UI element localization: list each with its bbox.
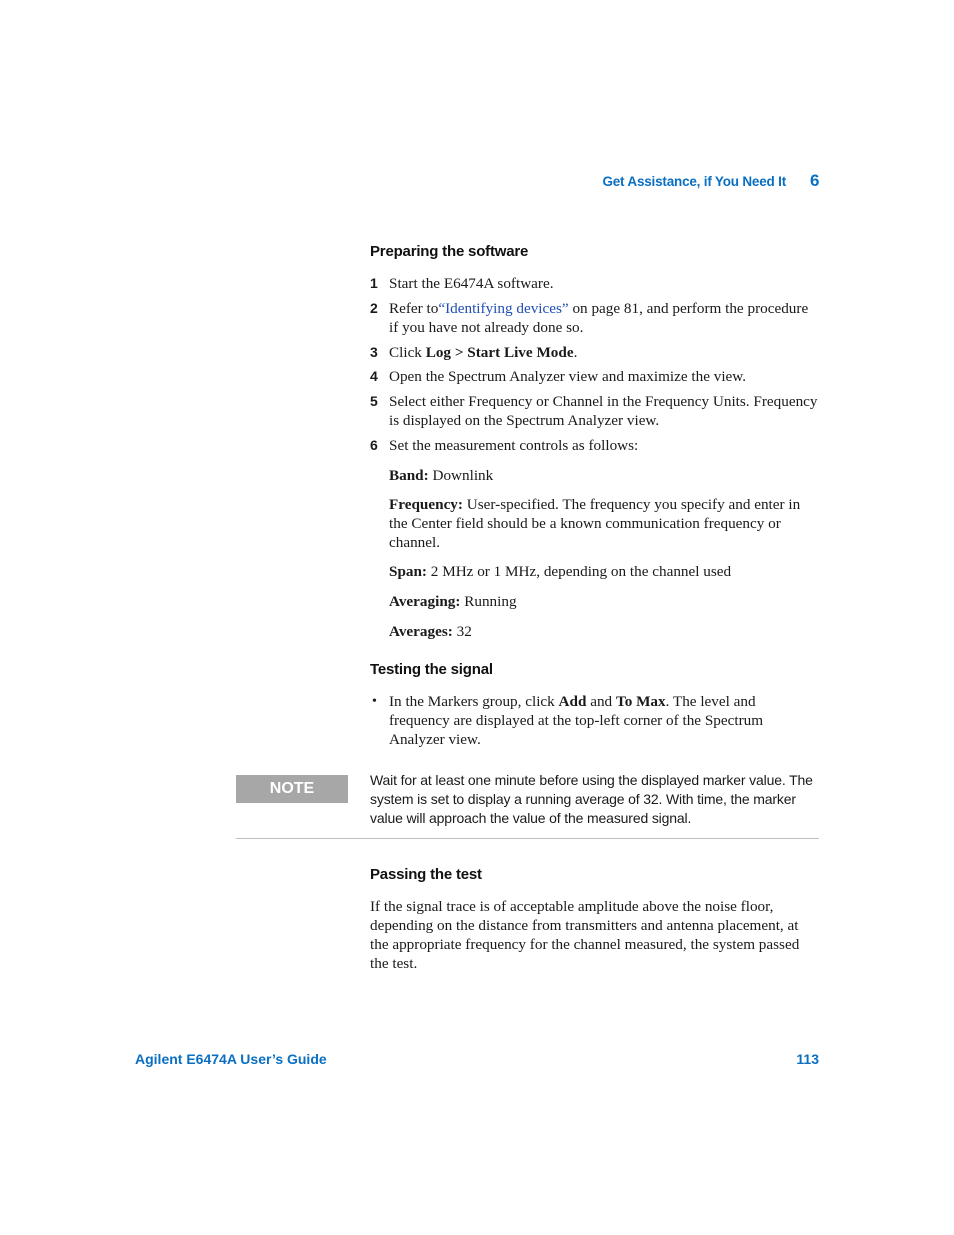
param-label: Averaging: — [389, 593, 461, 610]
step-number: 6 — [370, 437, 378, 453]
step-4 — [370, 367, 820, 386]
footer-guide-title: Agilent E6474A User’s Guide — [135, 1051, 327, 1067]
step-number: 5 — [370, 393, 378, 409]
step-text — [389, 343, 820, 362]
step-text: Open the Spectrum Analyzer view and maximize the view. — [389, 368, 747, 385]
bullet-text-post: . The level and frequency are displayed at the top-left corner of the Spectrum Analyzer view. — [389, 693, 764, 748]
bullet-text-mid: and — [586, 693, 616, 710]
identifying-devices-link[interactable]: “Identifying devices” — [438, 300, 569, 317]
step-text-pre: Refer to — [389, 300, 439, 317]
running-header-title: Get Assistance, if You Need It — [602, 174, 786, 189]
step-text-post: . — [573, 344, 578, 361]
step-number: 3 — [370, 344, 378, 360]
step-number: 1 — [370, 275, 378, 291]
param-value: 32 — [452, 623, 472, 640]
param-band — [389, 466, 819, 485]
param-value: Downlink — [428, 467, 494, 484]
passing-paragraph: If the signal trace is of acceptable amplitude above the noise floor, depending on the distance from transmitters and antenna placement, at the appropriate frequency for the channel measured, the system passed the test. — [370, 898, 800, 972]
step-text — [389, 299, 820, 337]
step-1 — [370, 274, 820, 293]
section-heading-passing: Passing the test — [370, 866, 482, 883]
page-number: 113 — [796, 1051, 819, 1067]
note-text: Wait for at least one minute before using the displayed marker value. The system is set to display a running average of 32. With time, the marker value will approach the value of the measured signal. — [370, 772, 813, 826]
param-value: 2 MHz or 1 MHz, depending on the channel used — [427, 563, 732, 580]
param-averaging — [389, 592, 819, 611]
step-text: Select either Frequency or Channel in the Frequency Units. Frequency is displayed on the Spectrum Analyzer view. — [389, 393, 818, 429]
param-label: Span: — [389, 563, 427, 580]
param-label: Averages: — [389, 623, 453, 640]
param-label: Frequency: — [389, 496, 463, 513]
step-3 — [370, 343, 820, 362]
note-label: NOTE — [236, 775, 348, 803]
step-2 — [370, 299, 820, 337]
chapter-number: 6 — [810, 171, 820, 190]
bullet-item — [370, 692, 820, 749]
step-text: Set the measurement controls as follows: — [389, 437, 639, 454]
add-command: Add — [558, 693, 587, 710]
param-averages — [389, 622, 819, 641]
to-max-command: To Max — [615, 693, 666, 710]
note-divider — [236, 838, 819, 839]
param-frequency — [389, 495, 819, 552]
section-heading-preparing: Preparing the software — [370, 243, 529, 260]
step-6 — [370, 436, 820, 455]
param-span — [389, 562, 819, 581]
step-text-post: on page 81, and perform the procedure if you have not already done so. — [389, 300, 809, 336]
param-label: Band: — [389, 467, 429, 484]
bullet-icon: • — [372, 694, 377, 709]
step-text: Start the E6474A software. — [389, 275, 554, 292]
bullet-text-pre: In the Markers group, click — [389, 693, 559, 710]
menu-path: Log > Start Live Mode — [425, 344, 574, 361]
step-number: 2 — [370, 300, 378, 316]
param-value: Running — [460, 593, 517, 610]
step-text-pre: Click — [389, 344, 426, 361]
step-number: 4 — [370, 368, 378, 384]
bullet-text — [389, 692, 820, 749]
param-value: User-specified. The frequency you specify and enter in the Center field should be a known communication frequency or channel. — [389, 496, 801, 551]
step-5 — [370, 392, 820, 430]
section-heading-testing: Testing the signal — [370, 661, 493, 678]
